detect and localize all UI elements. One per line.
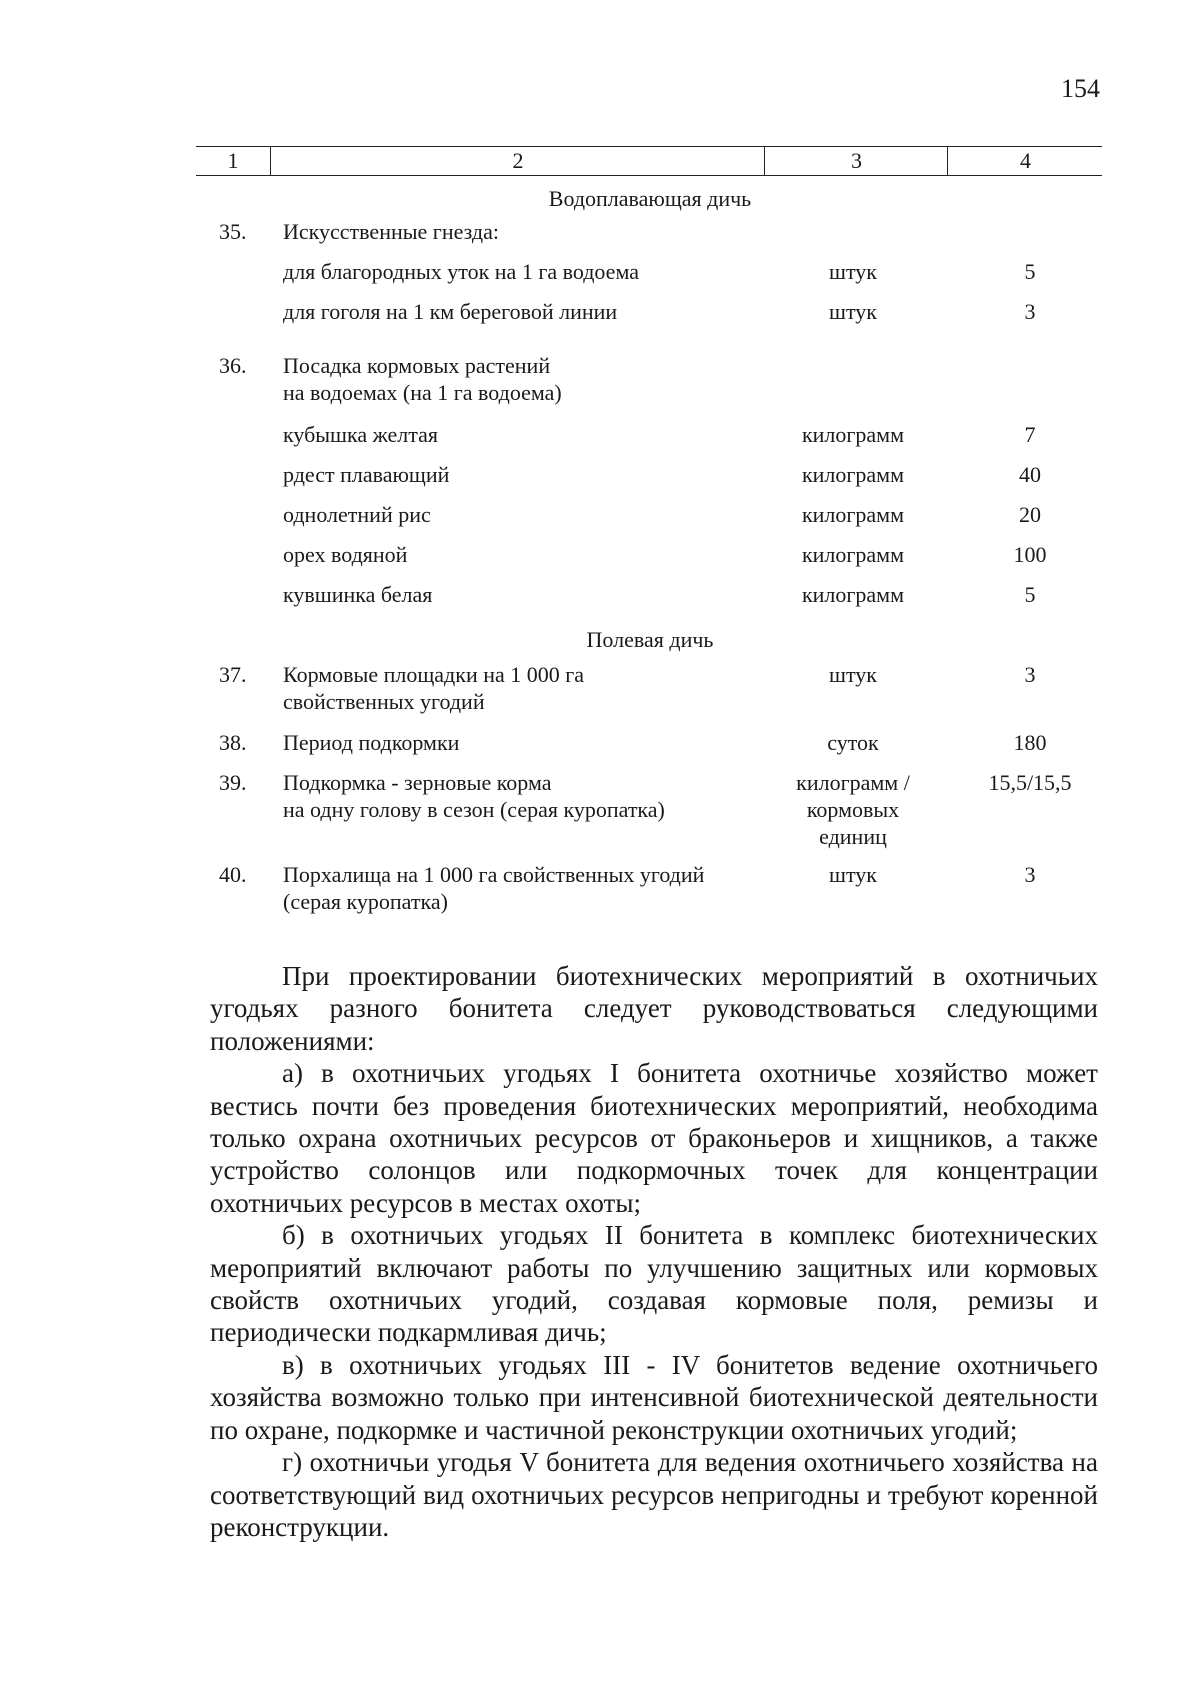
item-38-number: 38. [219,730,247,755]
item-37-unit: штук [829,662,877,687]
body-item-a: а) в охотничьих угодьях I бонитета охотничье хозяйство может вестись почти без проведения биотехнических мероприятий, необходима только охрана охотничьих ресурсов от браконьеров и хищников, а также устройство солонцов или подкормочных точек для концентрации охотничьих ресурсов в местах охоты; [210,1058,1098,1218]
page-number: 154 [1061,74,1100,103]
item-39-value: 15,5/15,5 [988,770,1072,795]
item-36-row-1-unit: килограмм [801,422,905,447]
item-37-value: 3 [1024,662,1036,687]
item-35-row-2-value: 3 [1024,299,1036,324]
item-35-row-1-unit: штук [829,259,877,284]
column-header-4: 4 [947,147,1103,175]
item-36-row-5-desc: кувшинка белая [283,582,433,607]
item-40-desc-line-1: Порхалища на 1 000 га свойственных угодий [283,862,705,887]
item-39-desc-line-2: на одну голову в сезон (серая куропатка) [283,797,665,822]
item-36-row-2-value: 40 [1019,462,1041,487]
item-36-title-line-1: Посадка кормовых растений [283,353,551,378]
item-40-desc-line-2: (серая куропатка) [283,889,448,914]
item-35-title: Искусственные гнезда: [283,219,499,244]
item-36-row-3-desc: однолетний рис [283,502,431,527]
body-item-c: в) в охотничьих угодьях III - IV бонитетов ведение охотничьего хозяйства возможно только при интенсивной биотехнической деятельности по охране, подкормке и частичной реконструкции охотничьих угодий; [210,1349,1098,1445]
item-36-row-4-unit: килограмм [801,542,905,567]
item-37-desc-line-2: свойственных угодий [283,689,485,714]
item-40-unit: штук [829,862,877,887]
item-36-number: 36. [219,353,247,378]
body-item-b: б) в охотничьих угодьях II бонитета в комплекс биотехнических мероприятий включают работы по улучшению защитных или кормовых свойств охотничьих угодий, создавая кормовые поля, ремизы и периодически подкармливая дичь; [210,1220,1098,1348]
item-40-number: 40. [219,862,247,887]
item-36-row-2-desc: рдест плавающий [283,462,450,487]
item-36-title-line-2: на водоемах (на 1 га водоема) [283,380,562,405]
item-39-unit-line-3: единиц [819,824,887,849]
column-header-3: 3 [764,147,948,175]
item-35-row-2-desc: для гоголя на 1 км береговой линии [283,299,618,324]
item-36-row-5-unit: килограмм [801,582,905,607]
item-36-row-3-unit: килограмм [801,502,905,527]
item-39-number: 39. [219,770,247,795]
item-39-unit-line-1: килограмм / [796,770,910,795]
item-36-row-2-unit: килограмм [801,462,905,487]
item-36-row-5-value: 5 [1024,582,1036,607]
item-36-row-4-value: 100 [1013,542,1047,567]
item-36-row-1-value: 7 [1024,422,1036,447]
item-37-number: 37. [219,662,247,687]
body-item-d: г) охотничьи угодья V бонитета для ведения охотничьего хозяйства на соответствующий вид охотничьих ресурсов непригодны и требуют коренной реконструкции. [210,1447,1098,1542]
item-39-desc-line-1: Подкормка - зерновые корма [283,770,552,795]
item-35-number: 35. [219,219,247,244]
item-38-value: 180 [1013,730,1047,755]
item-39-unit-line-2: кормовых [806,797,900,822]
section-field: Полевая дичь [586,627,714,652]
item-36-row-4-desc: орех водяной [283,542,408,567]
item-36-row-1-desc: кубышка желтая [283,422,439,447]
item-38-unit: суток [827,730,879,755]
item-36-row-3-value: 20 [1019,502,1041,527]
body-text [210,960,1098,1543]
item-35-row-1-desc: для благородных уток на 1 га водоема [283,259,639,284]
item-35-row-2-unit: штук [829,299,877,324]
item-35-row-1-value: 5 [1024,259,1036,284]
section-waterfowl: Водоплавающая дичь [548,186,752,211]
item-40-value: 3 [1024,862,1036,887]
table-header [196,146,1102,176]
item-38-desc: Период подкормки [283,730,460,755]
column-header-1: 1 [227,148,239,173]
item-37-desc-line-1: Кормовые площадки на 1 000 га [283,662,585,687]
column-header-2: 2 [270,147,765,175]
body-intro: При проектировании биотехнических мероприятий в охотничьих угодьях разного бонитета следует руководствоваться следующими положениями: [210,961,1098,1056]
